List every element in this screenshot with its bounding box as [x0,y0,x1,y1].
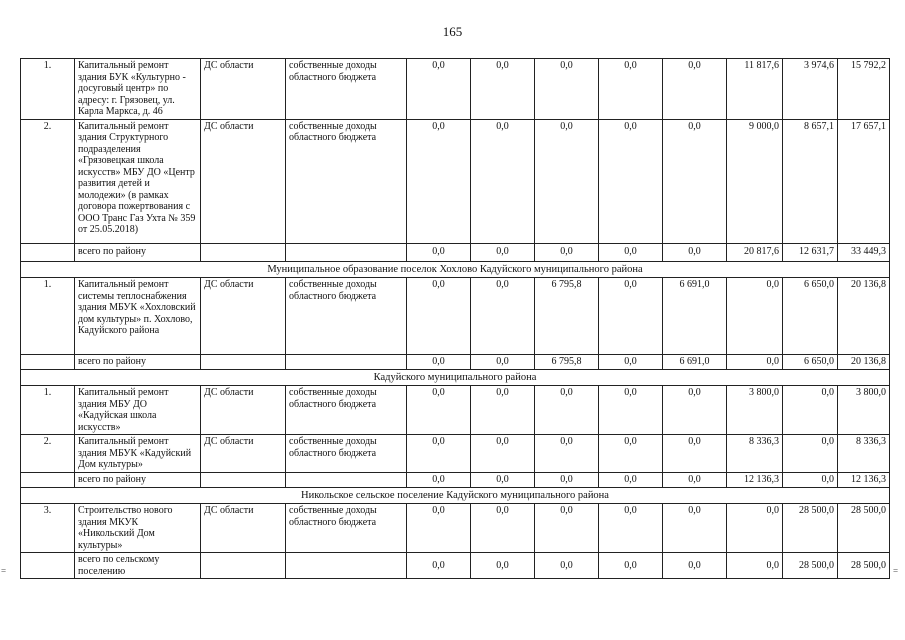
amount-cell: 15 792,2 [838,59,890,120]
amount-cell: 8 336,3 [838,435,890,473]
amount-cell: 8 657,1 [783,119,838,243]
amount-cell: 0,0 [663,504,727,553]
total-amount-cell: 0,0 [471,243,535,261]
amount-cell: 0,0 [783,386,838,435]
funding-type: собственные доходы областного бюджета [286,119,407,243]
amount-cell: 28 500,0 [838,504,890,553]
total-row [21,553,890,579]
funding-source: ДС области [201,386,286,435]
total-empty [21,473,75,488]
total-amount-cell: 0,0 [407,243,471,261]
total-empty [21,553,75,579]
row-number: 1. [21,386,75,435]
amount-cell: 0,0 [535,504,599,553]
total-amount-cell: 0,0 [663,553,727,579]
amount-cell: 0,0 [663,435,727,473]
row-number: 1. [21,278,75,355]
total-empty [286,355,407,370]
funding-type: собственные доходы областного бюджета [286,435,407,473]
object-name: Строительство нового здания МКУК «Никольский Дом культуры» [75,504,201,553]
table-row [21,278,890,355]
amount-cell: 0,0 [663,119,727,243]
amount-cell: 3 974,6 [783,59,838,120]
amount-cell: 8 336,3 [727,435,783,473]
amount-cell: 3 800,0 [727,386,783,435]
margin-mark-right: = [893,566,899,576]
amount-cell: 0,0 [407,386,471,435]
amount-cell: 0,0 [535,435,599,473]
total-amount-cell: 0,0 [471,355,535,370]
total-amount-cell: 0,0 [663,473,727,488]
amount-cell: 0,0 [407,278,471,355]
amount-cell: 28 500,0 [783,504,838,553]
amount-cell: 0,0 [599,386,663,435]
amount-cell: 0,0 [407,59,471,120]
funding-type: собственные доходы областного бюджета [286,504,407,553]
margin-mark-left: = [1,566,7,576]
total-amount-cell: 0,0 [727,553,783,579]
total-amount-cell: 6 795,8 [535,355,599,370]
total-empty [286,473,407,488]
table-row [21,386,890,435]
table-row [21,59,890,120]
funding-source: ДС области [201,278,286,355]
amount-cell: 0,0 [407,504,471,553]
table-row [21,435,890,473]
total-empty [201,355,286,370]
row-number: 2. [21,435,75,473]
amount-cell: 0,0 [407,119,471,243]
funding-type: собственные доходы областного бюджета [286,278,407,355]
total-amount-cell: 0,0 [599,553,663,579]
section-heading: Никольское сельское поселение Кадуйского муниципального района [21,487,890,504]
total-amount-cell: 0,0 [471,553,535,579]
funding-type: собственные доходы областного бюджета [286,59,407,120]
total-amount-cell: 0,0 [407,355,471,370]
total-amount-cell: 0,0 [535,243,599,261]
total-empty [21,243,75,261]
total-amount-cell: 6 691,0 [663,355,727,370]
amount-cell: 3 800,0 [838,386,890,435]
amount-cell: 0,0 [599,278,663,355]
total-empty [286,553,407,579]
total-amount-cell: 0,0 [663,243,727,261]
row-number: 1. [21,59,75,120]
funding-type: собственные доходы областного бюджета [286,386,407,435]
amount-cell: 0,0 [471,59,535,120]
amount-cell: 6 795,8 [535,278,599,355]
amount-cell: 0,0 [599,504,663,553]
total-row [21,473,890,488]
total-amount-cell: 0,0 [783,473,838,488]
total-amount-cell: 12 631,7 [783,243,838,261]
total-amount-cell: 0,0 [407,553,471,579]
section-heading: Кадуйского муниципального района [21,369,890,386]
amount-cell: 0,0 [407,435,471,473]
page-number: 165 [442,24,463,39]
total-amount-cell: 0,0 [727,355,783,370]
section-heading-row [21,261,890,278]
amount-cell: 6 691,0 [663,278,727,355]
total-empty [21,355,75,370]
amount-cell: 0,0 [663,386,727,435]
total-amount-cell: 0,0 [535,553,599,579]
section-heading-row [21,369,890,386]
amount-cell: 0,0 [471,435,535,473]
amount-cell: 0,0 [783,435,838,473]
row-number: 2. [21,119,75,243]
amount-cell: 0,0 [599,119,663,243]
total-label: всего по району [75,243,201,261]
total-amount-cell: 20 136,8 [838,355,890,370]
total-empty [201,473,286,488]
total-label: всего по сельскому поселению [75,553,201,579]
total-amount-cell: 28 500,0 [838,553,890,579]
funding-source: ДС области [201,119,286,243]
total-amount-cell: 12 136,3 [727,473,783,488]
amount-cell: 0,0 [599,435,663,473]
amount-cell: 0,0 [535,59,599,120]
budget-table [20,58,890,579]
amount-cell: 0,0 [599,59,663,120]
funding-source: ДС области [201,504,286,553]
row-number: 3. [21,504,75,553]
amount-cell: 0,0 [471,119,535,243]
total-amount-cell: 0,0 [599,243,663,261]
section-heading: Муниципальное образование поселок Хохлово Кадуйского муниципального района [21,261,890,278]
amount-cell: 0,0 [535,386,599,435]
object-name: Капитальный ремонт здания Структурного подразделения «Грязовецкая школа искусств» МБУ ДО «Центр развития детей и молодежи» (в рамках договора пожертвования с ООО Транс Газ Ухта № 359 от 25.05.2018) [75,119,201,243]
total-empty [201,553,286,579]
table-row [21,119,890,243]
total-empty [286,243,407,261]
amount-cell: 0,0 [471,386,535,435]
total-amount-cell: 12 136,3 [838,473,890,488]
amount-cell: 6 650,0 [783,278,838,355]
amount-cell: 11 817,6 [727,59,783,120]
total-amount-cell: 0,0 [599,355,663,370]
amount-cell: 0,0 [471,504,535,553]
total-amount-cell: 20 817,6 [727,243,783,261]
object-name: Капитальный ремонт системы теплоснабжения здания МБУК «Хохловский дом культуры» п. Хохлово, Кадуйского района [75,278,201,355]
funding-source: ДС области [201,59,286,120]
object-name: Капитальный ремонт здания МБУК «Кадуйский Дом культуры» [75,435,201,473]
amount-cell: 0,0 [471,278,535,355]
amount-cell: 9 000,0 [727,119,783,243]
amount-cell: 0,0 [663,59,727,120]
total-label: всего по району [75,473,201,488]
amount-cell: 17 657,1 [838,119,890,243]
total-amount-cell: 0,0 [471,473,535,488]
total-amount-cell: 33 449,3 [838,243,890,261]
amount-cell: 20 136,8 [838,278,890,355]
amount-cell: 0,0 [535,119,599,243]
total-label: всего по району [75,355,201,370]
total-amount-cell: 28 500,0 [783,553,838,579]
section-heading-row [21,487,890,504]
total-amount-cell: 6 650,0 [783,355,838,370]
total-empty [201,243,286,261]
funding-source: ДС области [201,435,286,473]
object-name: Капитальный ремонт здания МБУ ДО «Кадуйская школа искусств» [75,386,201,435]
object-name: Капитальный ремонт здания БУК «Культурно - досуговый центр» по адресу: г. Грязовец, ул. Карла Маркса, д. 46 [75,59,201,120]
total-amount-cell: 0,0 [535,473,599,488]
amount-cell: 0,0 [727,278,783,355]
total-amount-cell: 0,0 [407,473,471,488]
table-row [21,504,890,553]
total-amount-cell: 0,0 [599,473,663,488]
total-row [21,355,890,370]
total-row [21,243,890,261]
amount-cell: 0,0 [727,504,783,553]
